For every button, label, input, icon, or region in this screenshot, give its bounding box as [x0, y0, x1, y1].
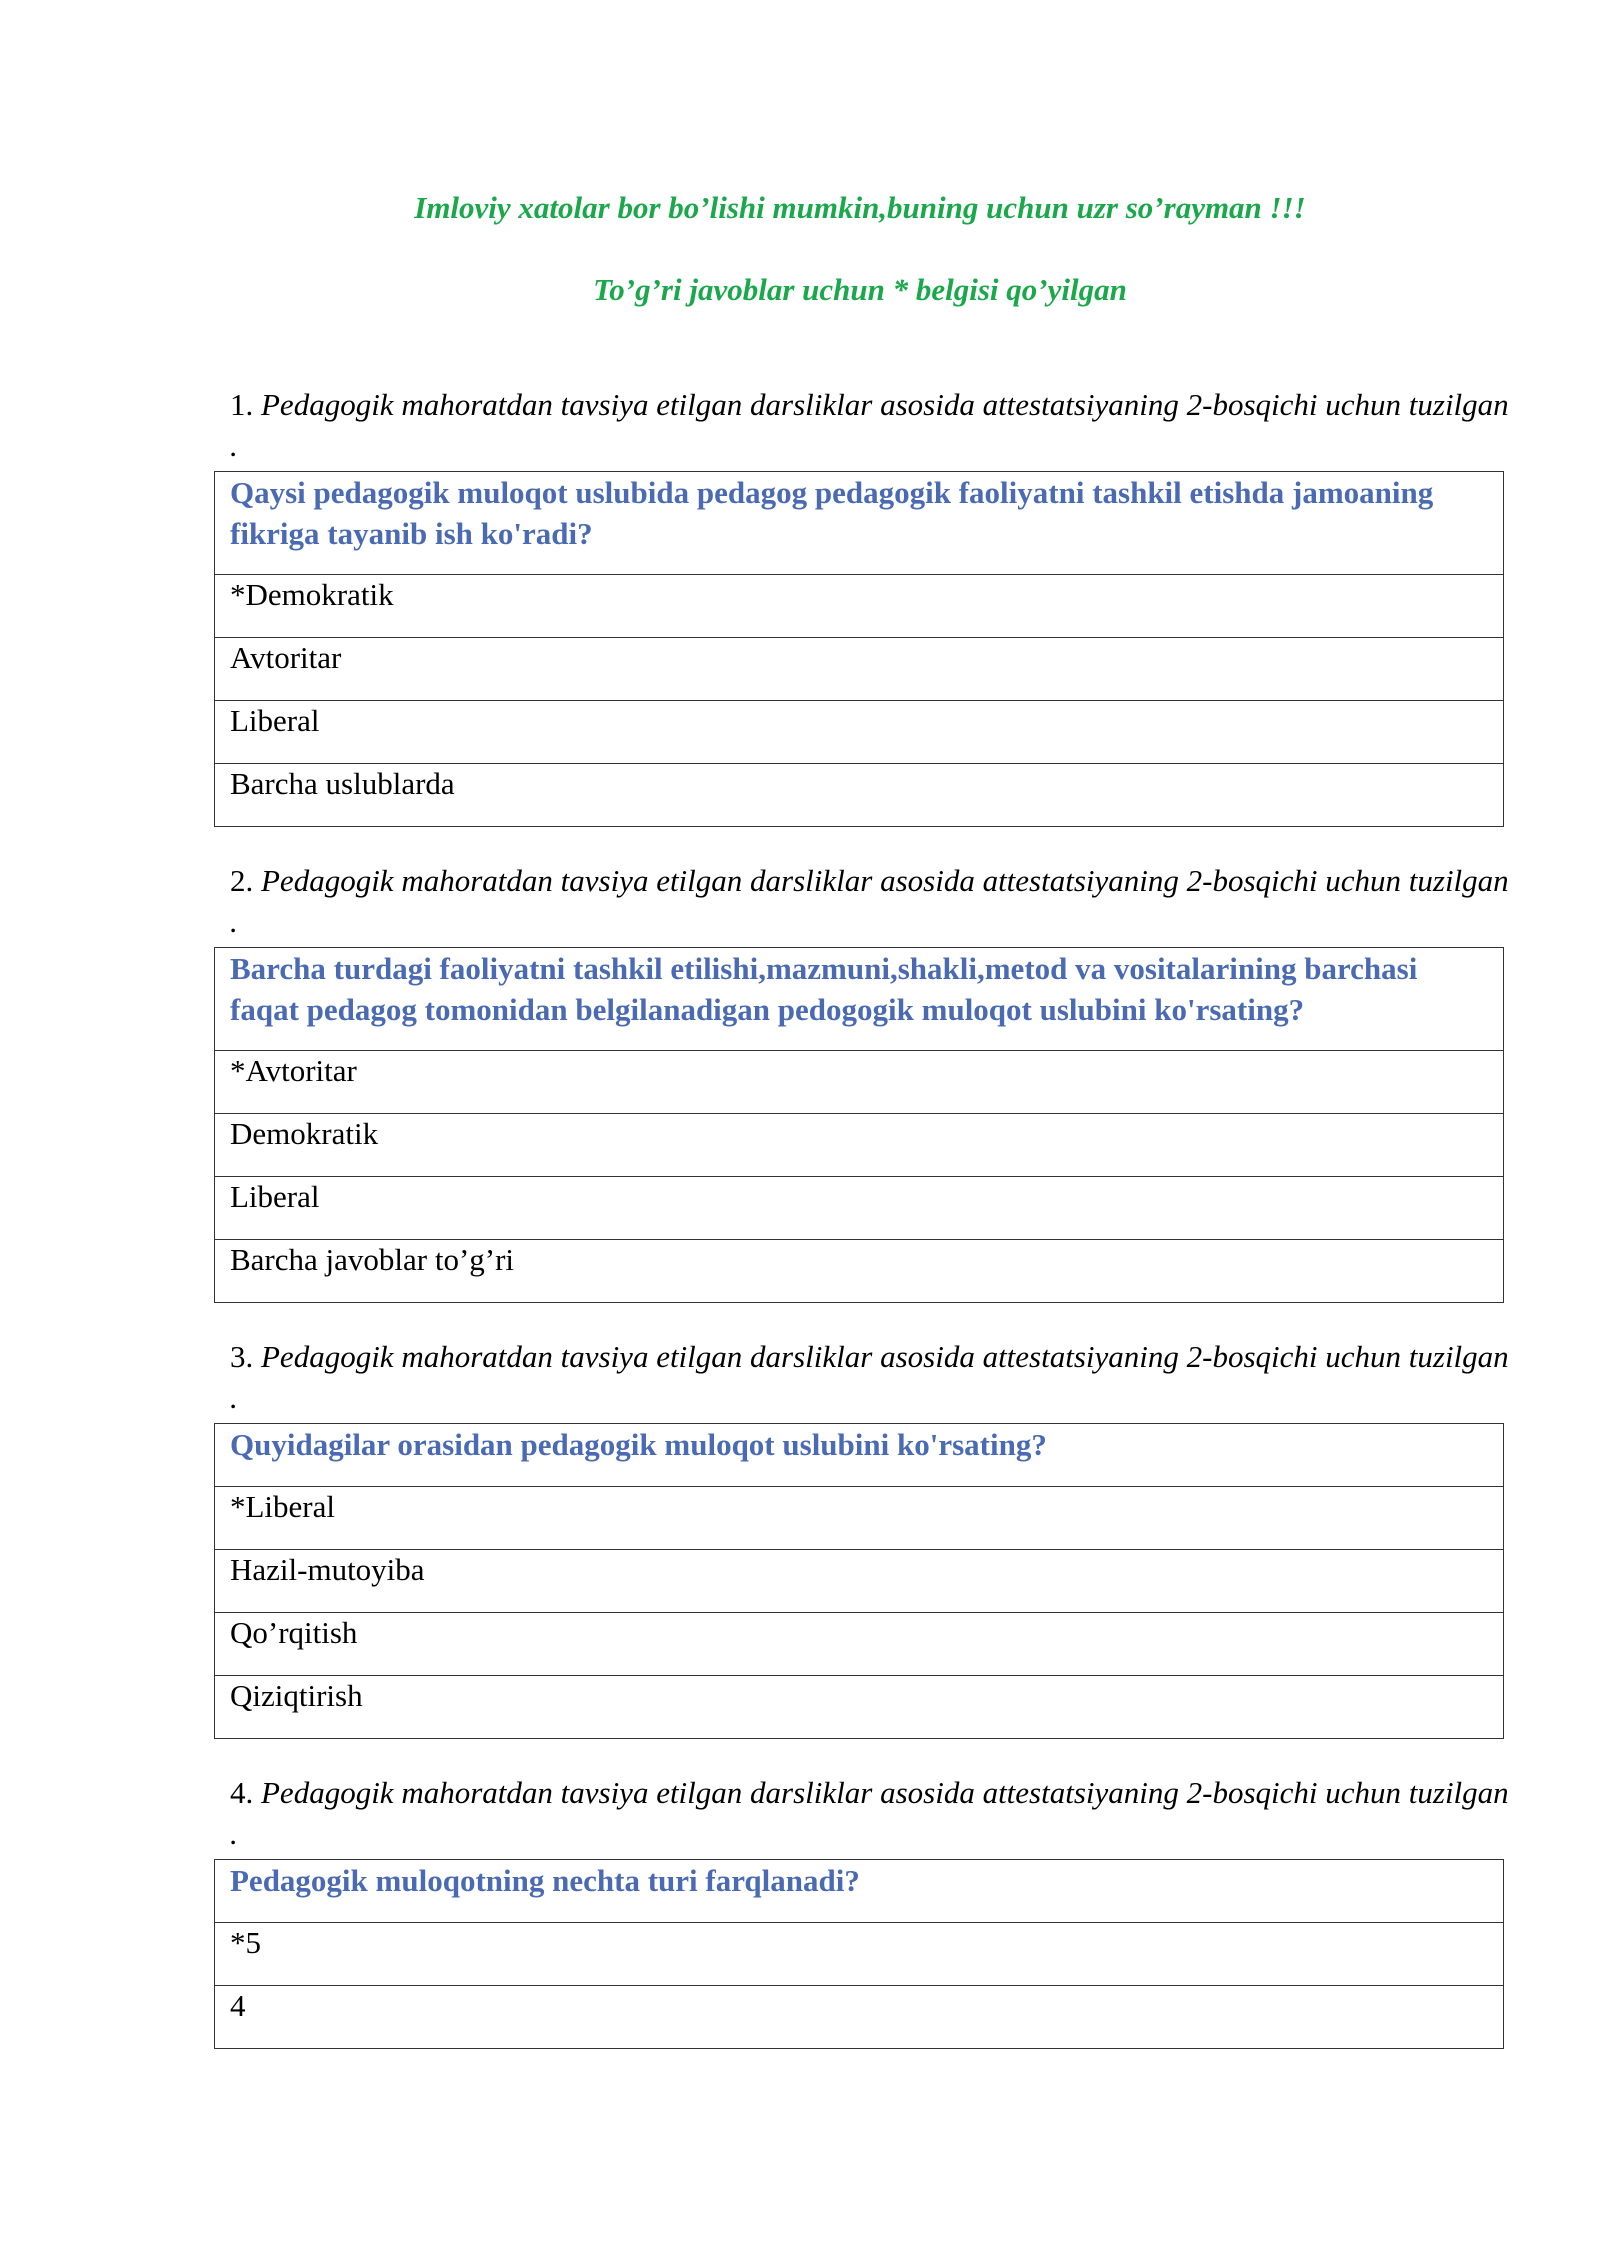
answer-option: *Demokratik [215, 575, 1504, 638]
answer-option: *5 [215, 1923, 1504, 1986]
question-table [214, 947, 1504, 1303]
question-text: Qaysi pedagogik muloqot uslubida pedagog pedagogik faoliyatni tashkil etishda jamoaning fikriga tayanib ish ko'radi? [215, 472, 1504, 575]
question-intro [230, 1772, 1510, 1854]
question-intro-text: Pedagogik mahoratdan tavsiya etilgan darsliklar asosida attestatsiyaning 2-bosqichi uchun tuzilgan . [230, 1339, 1509, 1415]
typo-notice: Imloviy xatolar bor bo’lishi mumkin,buning uchun uzr so’rayman !!! [414, 190, 1306, 225]
question-number: 4. [230, 1775, 254, 1810]
question-table [214, 1859, 1504, 2049]
answer-option: Demokratik [215, 1114, 1504, 1177]
question-text: Pedagogik muloqotning nechta turi farqlanadi? [215, 1860, 1504, 1923]
answer-key-notice: To’g’ri javoblar uchun * belgisi qo’yilgan [593, 272, 1127, 307]
question-number: 2. [230, 863, 254, 898]
answer-option: Qiziqtirish [215, 1676, 1504, 1739]
question-intro-text: Pedagogik mahoratdan tavsiya etilgan darsliklar asosida attestatsiyaning 2-bosqichi uchun tuzilgan . [230, 863, 1509, 939]
answer-option: Liberal [215, 701, 1504, 764]
answer-option: Liberal [215, 1177, 1504, 1240]
question-number: 1. [230, 387, 254, 422]
answer-option: Barcha uslublarda [215, 764, 1504, 827]
question-intro [230, 860, 1510, 942]
answer-option: 4 [215, 1986, 1504, 2049]
question-intro-text: Pedagogik mahoratdan tavsiya etilgan darsliklar asosida attestatsiyaning 2-bosqichi uchun tuzilgan . [230, 1775, 1509, 1851]
question-text: Barcha turdagi faoliyatni tashkil etilishi,mazmuni,shakli,metod va vositalarining barchasi faqat pedagog tomonidan belgilanadigan pedogogik muloqot uslubini ko'rsating? [215, 948, 1504, 1051]
answer-option: *Liberal [215, 1487, 1504, 1550]
question-intro [230, 1336, 1510, 1418]
answer-option: Hazil-mutoyiba [215, 1550, 1504, 1613]
question-number: 3. [230, 1339, 254, 1374]
question-table [214, 471, 1504, 827]
question-table [214, 1423, 1504, 1739]
answer-option: Qo’rqitish [215, 1613, 1504, 1676]
answer-option: *Avtoritar [215, 1051, 1504, 1114]
answer-option: Barcha javoblar to’g’ri [215, 1240, 1504, 1303]
question-intro-text: Pedagogik mahoratdan tavsiya etilgan darsliklar asosida attestatsiyaning 2-bosqichi uchun tuzilgan . [230, 387, 1509, 463]
question-intro [230, 384, 1510, 466]
question-text: Quyidagilar orasidan pedagogik muloqot uslubini ko'rsating? [215, 1424, 1504, 1487]
answer-option: Avtoritar [215, 638, 1504, 701]
